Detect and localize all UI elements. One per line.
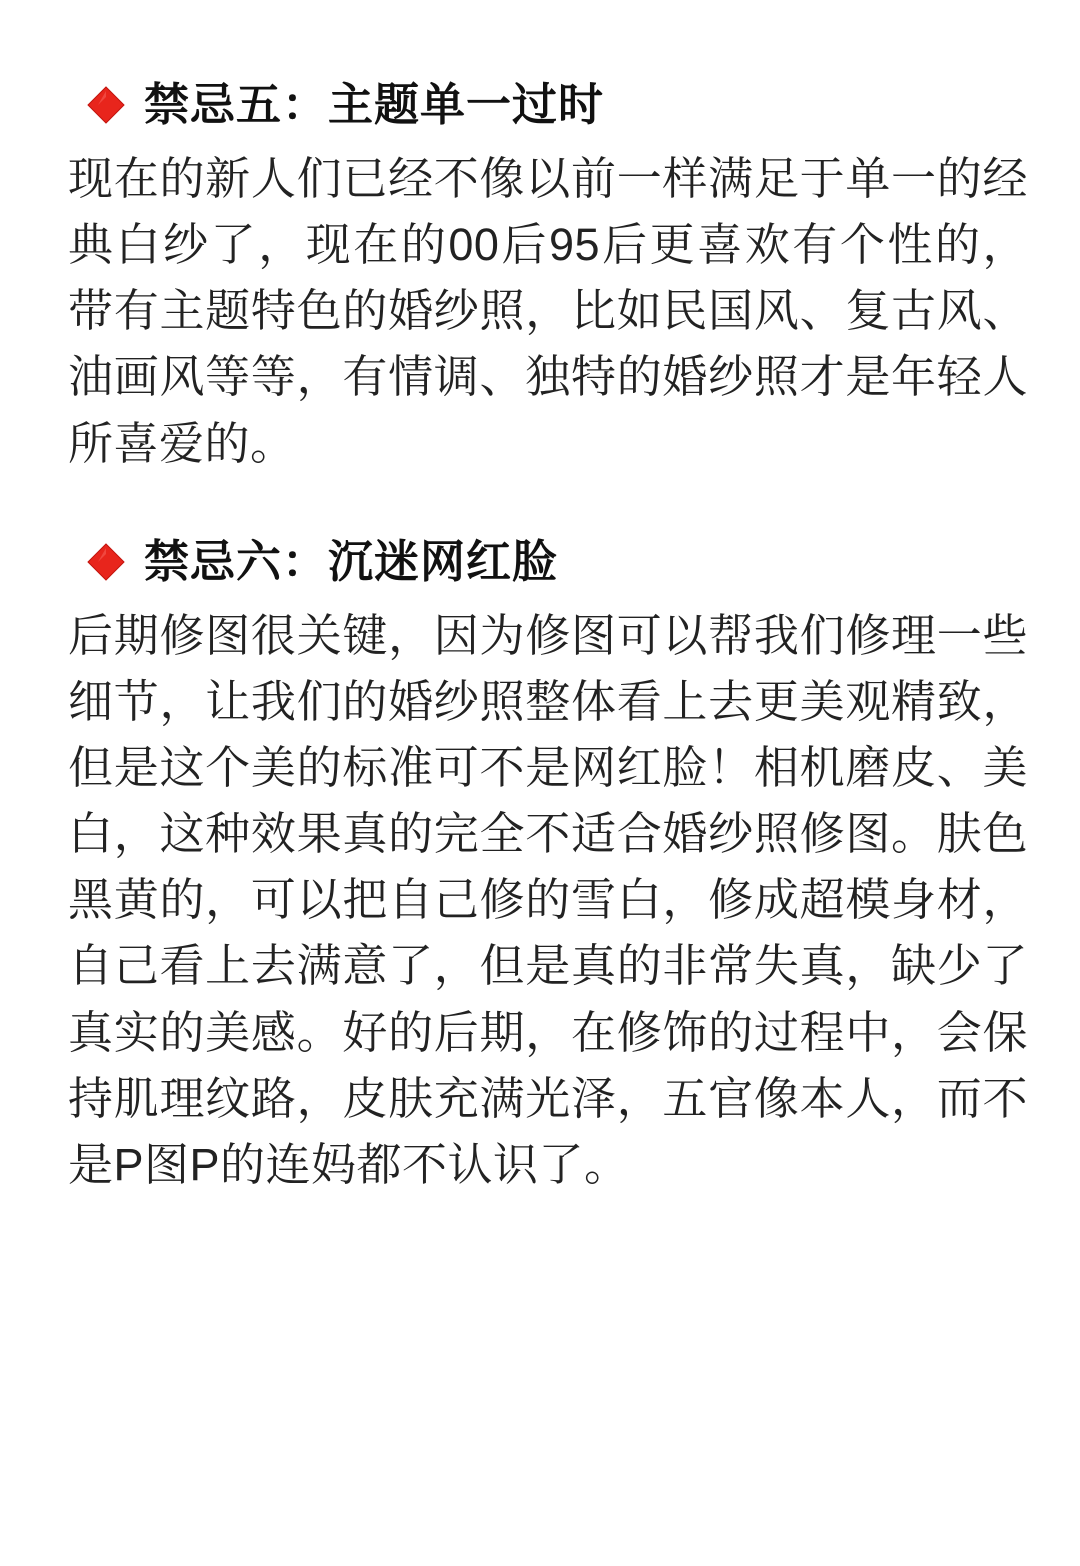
section-spacer (68, 477, 1028, 535)
section-taboo-six (68, 535, 1028, 1198)
section-body: 后期修图很关键，因为修图可以帮我们修理一些细节，让我们的婚纱照整体看上去更美观精致，但是这个美的标准可不是网红脸！相机磨皮、美白，这种效果真的完全不适合婚纱照修图。肤色黑黄的，可以把自己修的雪白，修成超模身材，自己看上去满意了，但是真的非常失真，缺少了真实的美感。好的后期，在修饰的过程中，会保持肌理纹路，皮肤充满光泽，五官像本人，而不是P图P的连妈都不认识了。 (68, 609, 1028, 1190)
section-title: 禁忌五：主题单一过时 (144, 79, 605, 130)
section-heading (86, 78, 1028, 132)
section-body: 现在的新人们已经不像以前一样满足于单一的经典白纱了，现在的00后95后更喜欢有个性的，带有主题特色的婚纱照，比如民国风、复古风、油画风等等，有情调、独特的婚纱照才是年轻人所喜爱的。 (68, 153, 1028, 469)
section-taboo-five (68, 78, 1028, 477)
red-diamond-icon (86, 85, 126, 125)
red-diamond-icon (86, 542, 126, 582)
section-heading (86, 535, 1028, 589)
section-title: 禁忌六：沉迷网红脸 (144, 535, 559, 587)
